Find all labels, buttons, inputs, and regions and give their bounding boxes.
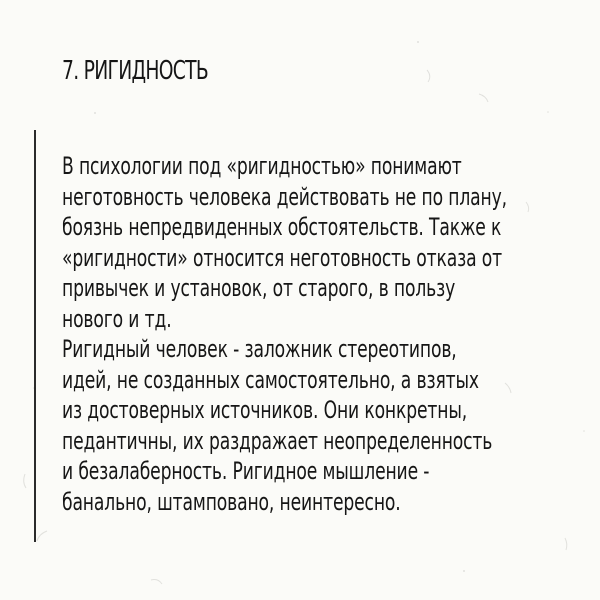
text-line: идей, не созданных самостоятельно, а взятых [62,365,479,394]
text-line: привычек и установок, от старого, в пользу [62,274,456,302]
text-line: банально, штамповано, неинтересно. [62,487,401,516]
text-line: и безалаберность. Ригидное мышление - [62,457,430,485]
text-line: Ригидный человек - заложник стереотипов, [62,335,457,363]
text-line: педантичны, их раздражает неопределенность [62,426,493,455]
text-line: «ригидности» относится неготовность отказа от [62,243,502,272]
body-text [62,151,577,517]
text-line: из достоверных источников. Они конкретны, [62,396,468,424]
text-line: В психологии под «ригидностью» понимают [62,152,462,180]
page-title: 7. РИГИДНОСТЬ [62,56,208,86]
text-line: боязнь непредвиденных обстоятельств. Также к [62,213,502,241]
vertical-divider [34,130,36,542]
text-line: неготовность человека действовать не по плану, [62,182,507,211]
text-line: нового и тд. [62,304,172,333]
